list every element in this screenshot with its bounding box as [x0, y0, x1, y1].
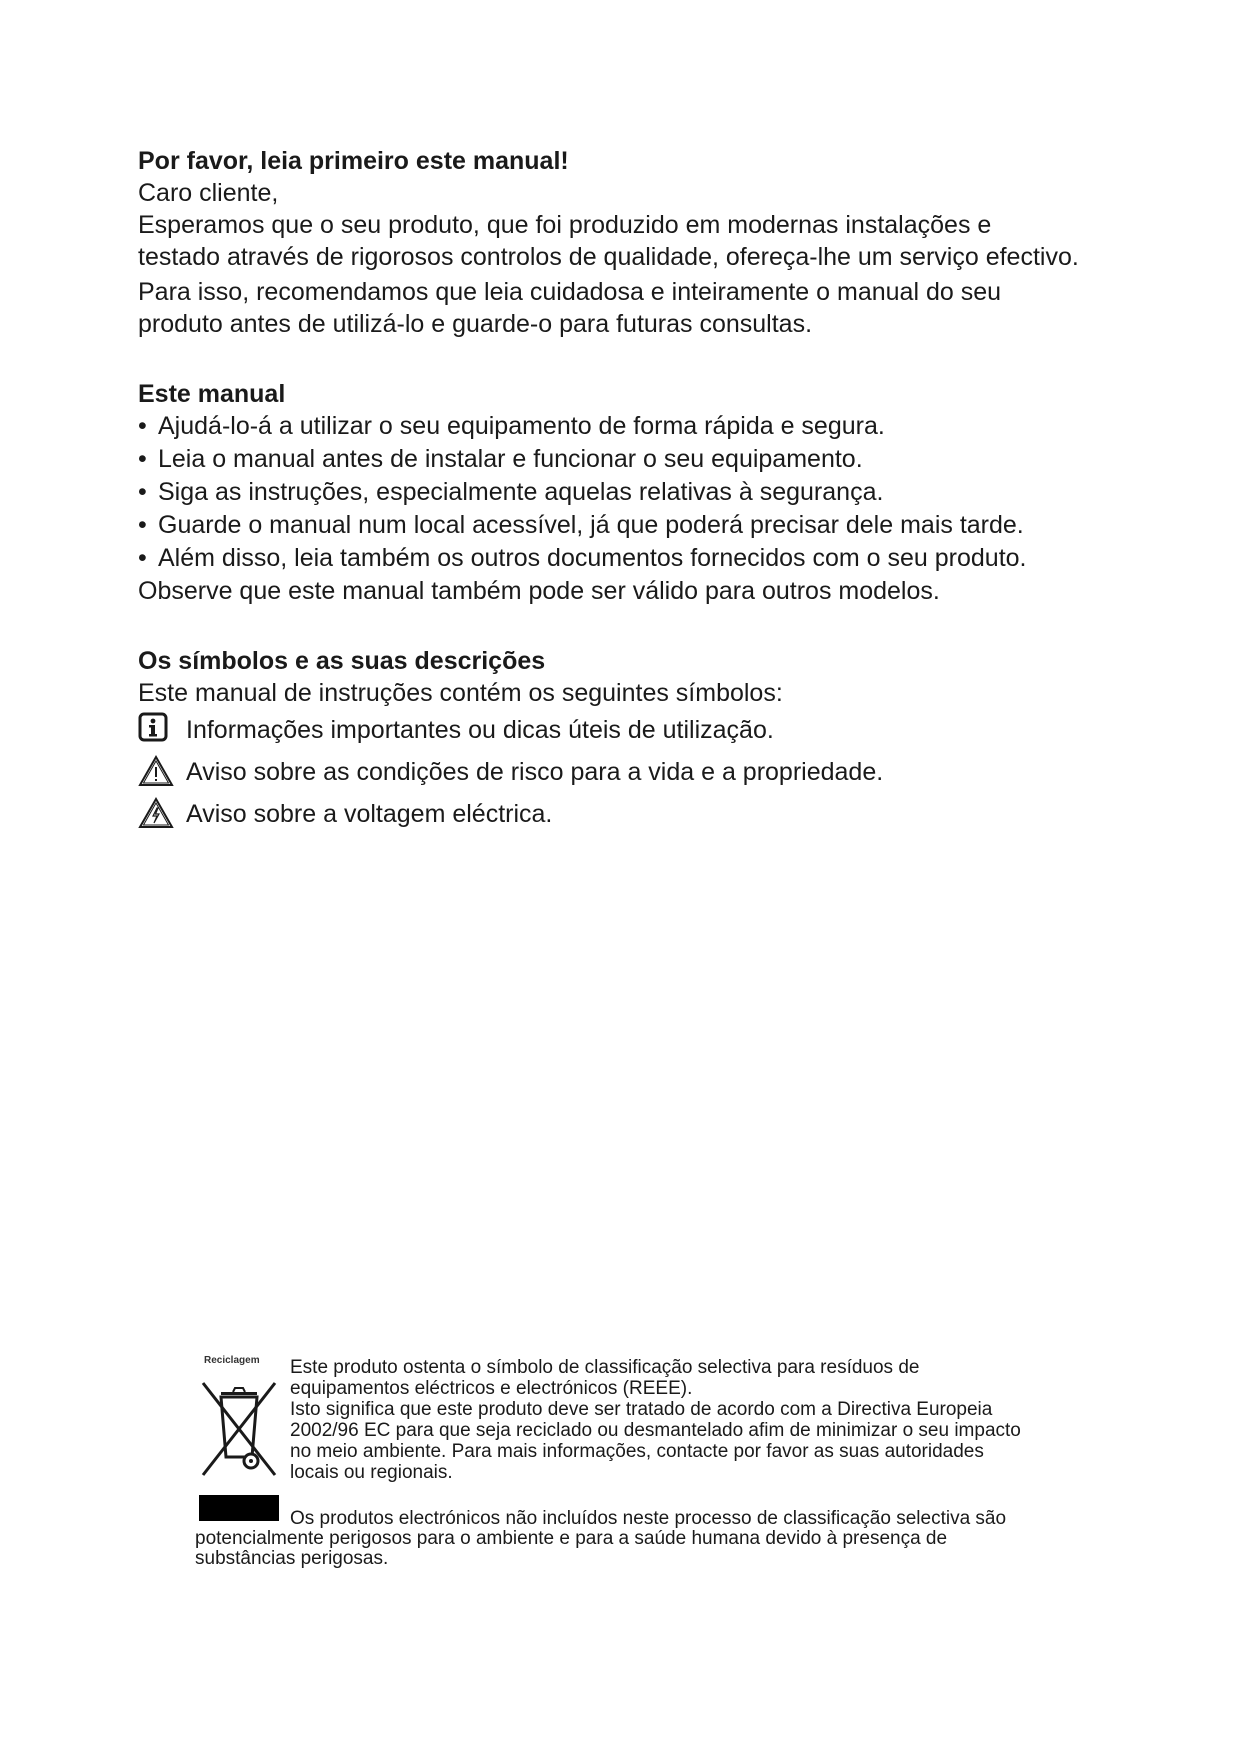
intro-paragraph-1-line-2: testado através de rigorosos controlos de qualidade, ofereça-lhe um serviço efectivo.	[138, 243, 1079, 271]
symbol-row-info	[138, 709, 1138, 751]
manual-list-item: • Guarde o manual num local acessível, já que poderá precisar dele mais tarde.	[138, 509, 1138, 542]
intro-paragraph-2-line-1: Para isso, recomendamos que leia cuidadosa e inteiramente o manual do seu	[138, 278, 1002, 306]
manual-list-item: • Além disso, leia também os outros documentos fornecidos com o seu produto.	[138, 542, 1138, 575]
greeting: Caro cliente,	[138, 179, 279, 207]
weee-bottom-line: Os produtos electrónicos não incluídos neste processo de classificação selectiva são	[290, 1508, 1007, 1529]
crossed-bin-icon	[199, 1375, 279, 1487]
bullet: •	[138, 544, 147, 572]
symbols-intro: Este manual de instruções contém os seguintes símbolos:	[138, 679, 783, 707]
warning-icon	[138, 754, 174, 790]
weee-line: no meio ambiente. Para mais informações, contacte por favor as suas autoridades	[290, 1441, 984, 1462]
electric-warning-icon	[138, 796, 174, 832]
weee-line: Este produto ostenta o símbolo de classificação selectiva para resíduos de	[290, 1357, 920, 1378]
manual-title: Este manual	[138, 380, 286, 408]
manual-note: Observe que este manual também pode ser válido para outros modelos.	[138, 577, 940, 605]
manual-list-item: • Siga as instruções, especialmente aquelas relativas à segurança.	[138, 476, 1138, 509]
weee-line: equipamentos eléctricos e electrónicos (REEE).	[290, 1378, 693, 1399]
intro-paragraph-2-line-2: produto antes de utilizá-lo e guarde-o para futuras consultas.	[138, 310, 813, 338]
symbol-text-warning: Aviso sobre as condições de risco para a vida e a propriedade.	[186, 757, 884, 786]
weee-line: Isto significa que este produto deve ser tratado de acordo com a Directiva Europeia	[290, 1399, 993, 1420]
main-content	[138, 145, 1138, 835]
weee-logo-label: Reciclagem	[204, 1355, 260, 1366]
info-icon	[138, 712, 174, 748]
bullet: •	[138, 412, 147, 440]
intro-title: Por favor, leia primeiro este manual!	[138, 147, 569, 175]
manual-list-item: • Ajudá-lo-á a utilizar o seu equipamento de forma rápida e segura.	[138, 410, 1138, 443]
manual-list-item: • Leia o manual antes de instalar e funcionar o seu equipamento.	[138, 443, 1138, 476]
weee-bottom-line: potencialmente perigosos para o ambiente e para a saúde humana devido à presença de	[195, 1528, 948, 1549]
weee-description	[290, 1357, 1110, 1483]
intro-paragraph-1-line-1: Esperamos que o seu produto, que foi produzido em modernas instalações e	[138, 211, 992, 239]
symbol-row-electric-warning	[138, 793, 1138, 835]
weee-bottom-paragraph	[195, 1509, 1105, 1569]
bullet: •	[138, 445, 147, 473]
bullet: •	[138, 511, 147, 539]
symbol-row-warning	[138, 751, 1138, 793]
bullet: •	[138, 478, 147, 506]
weee-line: locais ou regionais.	[290, 1462, 453, 1483]
weee-bottom-line: substâncias perigosas.	[195, 1548, 389, 1569]
symbols-title: Os símbolos e as suas descrições	[138, 647, 546, 675]
weee-line: 2002/96 EC para que seja reciclado ou desmantelado afim de minimizar o seu impacto	[290, 1420, 1021, 1441]
weee-logo	[195, 1355, 285, 1535]
symbol-text-info: Informações importantes ou dicas úteis de utilização.	[186, 715, 774, 744]
symbol-text-electric-warning: Aviso sobre a voltagem eléctrica.	[186, 799, 553, 828]
